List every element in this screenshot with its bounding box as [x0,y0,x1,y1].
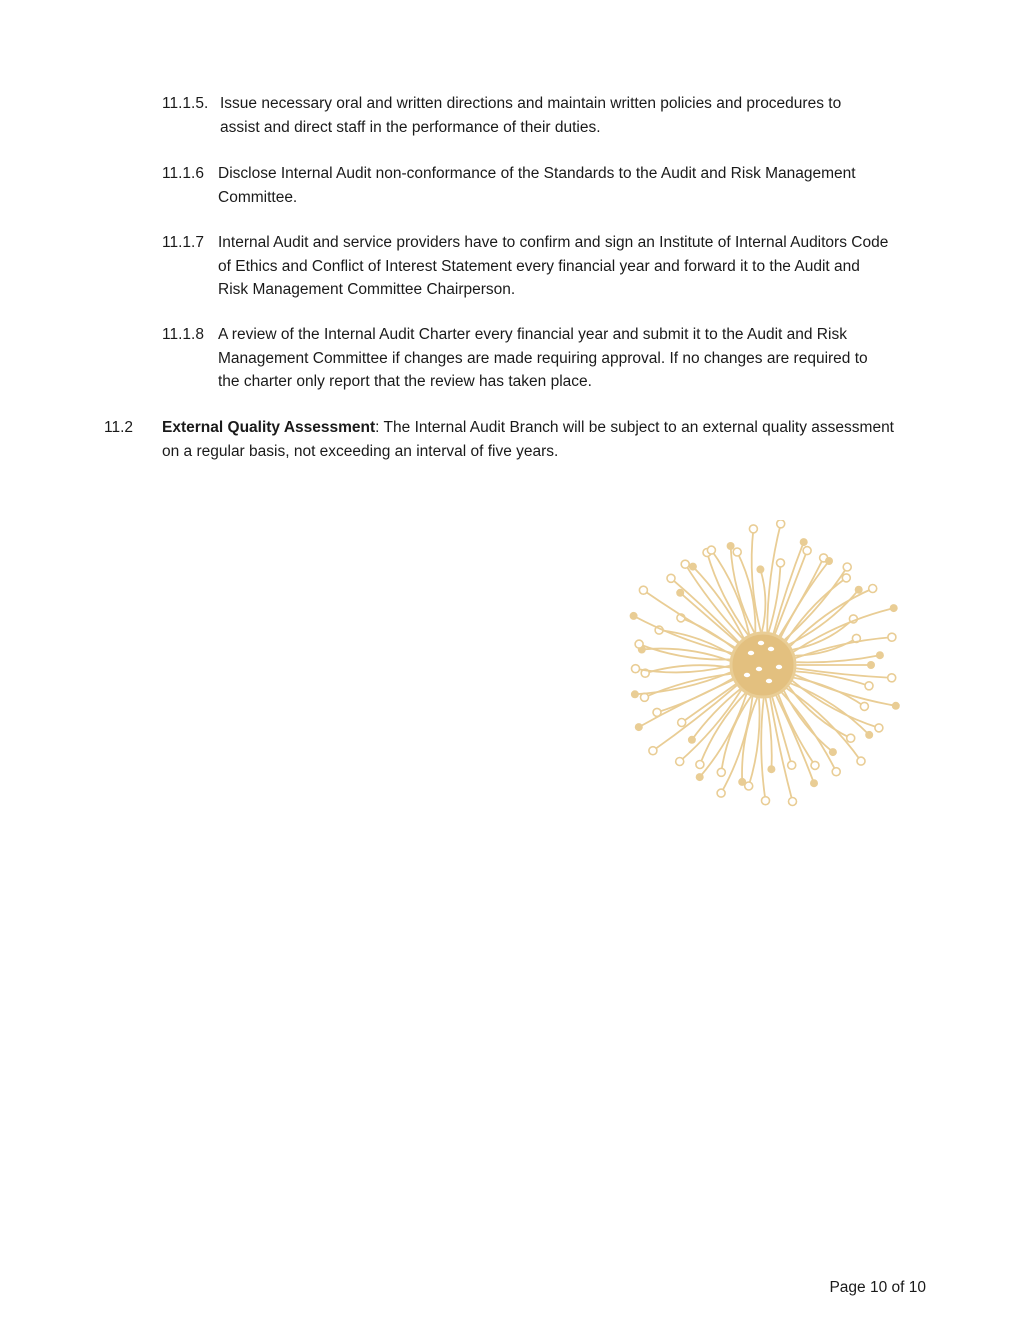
emblem-ray-tip [717,789,725,797]
emblem-ray-tip [842,574,850,582]
page-number: Page 10 of 10 [829,1279,926,1296]
emblem-ray-tip [667,574,675,582]
emblem-ray-tip [789,798,797,806]
clause-text: Issue necessary oral and written directions and maintain written policies and procedures to assist and direct staff in the performance of their duties. [220,95,842,136]
emblem-ray-tip [696,761,704,769]
emblem-ray-tip [767,765,775,773]
emblem-ray-tip [632,665,640,673]
emblem-ray-tip [788,761,796,769]
emblem-core-spot [758,641,764,645]
emblem-ray-tip [869,585,877,593]
emblem-ray-tip [867,661,875,669]
section-number: 11.2 [104,419,134,436]
emblem-ray-tip [630,612,638,620]
emblem-ray-tip [635,640,643,648]
emblem-ray-tip [875,724,883,732]
emblem-ray-tip [756,565,764,573]
clause-number: 11.1.5. [162,95,209,112]
emblem-ray-tip [803,547,811,555]
emblem-ray-tip [635,723,643,731]
emblem-ray-tip [777,520,785,528]
emblem-ray [761,699,765,801]
sunburst-emblem-icon [616,520,910,814]
emblem-ray-tip [688,736,696,744]
emblem-ray-tip [727,542,735,550]
emblem-core-spot [744,673,750,677]
emblem-ray-tip [689,563,697,571]
clause-text: Disclose Internal Audit non-conformance of the Standards to the Audit and Risk Management Committee. [218,165,856,206]
emblem-ray-tip [855,586,863,594]
emblem-ray-tip [639,586,647,594]
emblem-ray-tip [676,758,684,766]
emblem-ray-tip [717,768,725,776]
section-text [162,416,894,463]
emblem-ray [752,529,761,631]
emblem-ray-tip [738,778,746,786]
section-separator: : [375,419,380,436]
emblem-ray-tip [810,779,818,787]
emblem-ray-tip [888,674,896,682]
emblem-core-spot [776,665,782,669]
emblem-ray-tip [857,757,865,765]
emblem-ray [760,569,765,631]
emblem-ray-tip [890,604,898,612]
emblem-ray-tip [843,563,851,571]
clause-number: 11.1.7 [162,234,204,251]
emblem-ray-tip [707,546,715,554]
emblem-core-spot [756,667,762,671]
emblem-ray-tip [733,548,741,556]
emblem-ray [770,698,792,801]
emblem-ray [797,655,880,662]
emblem-ray-tip [832,768,840,776]
emblem-ray-tip [865,731,873,739]
emblem-ray-tip [876,651,884,659]
emblem-core-spot [768,647,774,651]
clause-number: 11.1.8 [162,326,204,343]
emblem-ray-tip [847,734,855,742]
emblem-ray-tip [865,682,873,690]
emblem-core-spot [766,679,772,683]
emblem-ray-tip [631,690,639,698]
emblem-ray-tip [681,560,689,568]
emblem-ray-tip [860,702,868,710]
emblem-ray [636,666,730,672]
emblem-ray-tip [676,589,684,597]
emblem-core-spot [748,651,754,655]
section-body: The Internal Audit Branch will be subject to an external quality assessment on a regular basis, not exceeding an interval of five years. [162,419,894,460]
emblem-ray-tip [678,719,686,727]
emblem-ray-tip [811,761,819,769]
emblem-ray-tip [800,538,808,546]
clause-text: A review of the Internal Audit Charter every financial year and submit it to the Audit and Risk Management Committee if changes are made requiring approval. If no changes are required to the charter only report that the review has taken place. [218,326,868,390]
emblem-ray [766,699,772,769]
emblem-ray-tip [829,748,837,756]
emblem-ray-tip [777,559,785,567]
clause-text: Internal Audit and service providers have to confirm and sign an Institute of Internal Auditors Code of Ethics and Conflict of Interest Statement every financial year and forward it to the Audit and Risk Management Committee Chairperson. [218,234,889,298]
emblem-ray-tip [653,708,661,716]
emblem-ray-tip [749,525,757,533]
emblem-ray-tip [696,773,704,781]
emblem-ray-tip [888,633,896,641]
emblem-ray-tip [825,557,833,565]
emblem-ray-tip [649,747,657,755]
emblem-ray-tip [892,702,900,710]
emblem-ray-tip [762,797,770,805]
section-heading: External Quality Assessment [162,419,376,436]
clause-number: 11.1.6 [162,165,204,182]
